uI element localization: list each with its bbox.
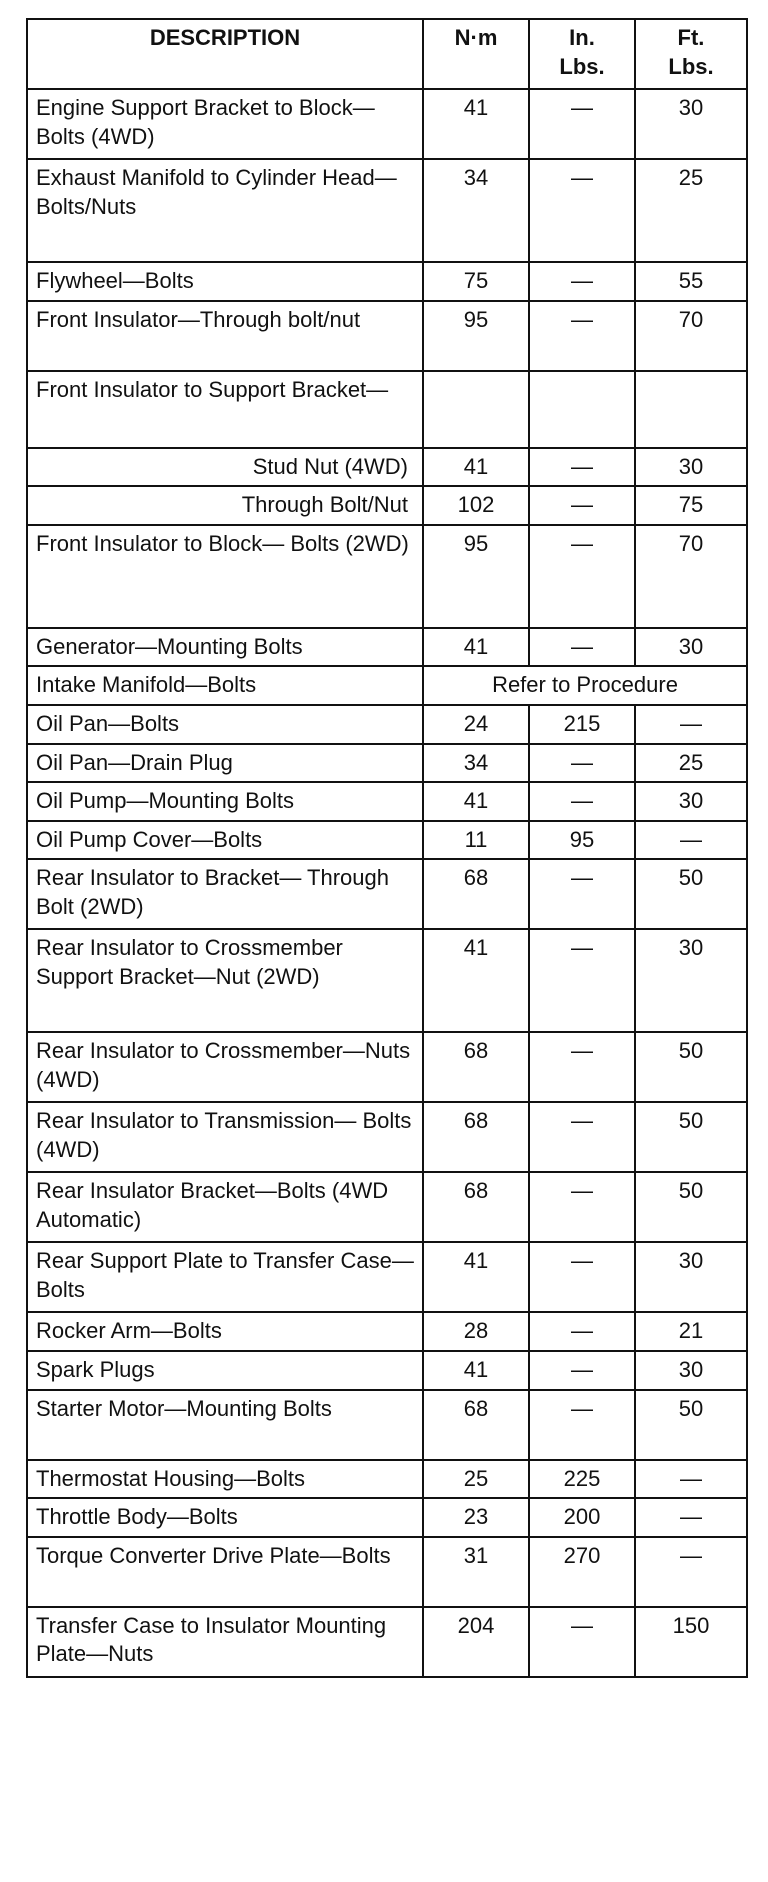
row-in-lbs-value: — [529, 1102, 635, 1172]
row-in-lbs-value: — [529, 89, 635, 159]
row-ft-lbs-value: 25 [635, 159, 747, 262]
header-ft-lbs [635, 19, 747, 89]
row-nm-value: 68 [423, 1102, 529, 1172]
row-description: Front Insulator—Through bolt/nut [27, 301, 423, 371]
row-description: Rear Insulator to Crossmember—Nuts (4WD) [27, 1032, 423, 1102]
row-ft-lbs-value: 50 [635, 1102, 747, 1172]
row-in-lbs-value: — [529, 486, 635, 525]
row-in-lbs-value: — [529, 159, 635, 262]
table-row [27, 1607, 747, 1677]
table-body [27, 89, 747, 1677]
row-description: Spark Plugs [27, 1351, 423, 1390]
row-nm-value: 11 [423, 821, 529, 860]
row-ft-lbs-value: 30 [635, 628, 747, 667]
row-nm-value: 41 [423, 1242, 529, 1312]
row-note: Refer to Procedure [423, 666, 747, 705]
table-row [27, 1351, 747, 1390]
row-nm-value [423, 371, 529, 448]
table-row [27, 1032, 747, 1102]
row-in-lbs-value: — [529, 301, 635, 371]
row-nm-value: 34 [423, 159, 529, 262]
table-row [27, 262, 747, 301]
row-ft-lbs-value: — [635, 821, 747, 860]
row-nm-value: 68 [423, 859, 529, 929]
table-row [27, 1242, 747, 1312]
row-nm-value: 102 [423, 486, 529, 525]
table-row [27, 486, 747, 525]
table-row [27, 1390, 747, 1460]
header-ft-lbs-line2: Lbs. [668, 53, 714, 79]
row-in-lbs-value: — [529, 1242, 635, 1312]
row-in-lbs-value: — [529, 744, 635, 783]
row-nm-value: 41 [423, 782, 529, 821]
row-ft-lbs-value: 30 [635, 89, 747, 159]
row-in-lbs-value: — [529, 1607, 635, 1677]
table-row [27, 929, 747, 1032]
header-in-lbs [529, 19, 635, 89]
table-row [27, 1172, 747, 1242]
row-ft-lbs-value: 50 [635, 1172, 747, 1242]
row-ft-lbs-value: 55 [635, 262, 747, 301]
table-row [27, 705, 747, 744]
row-in-lbs-value: 270 [529, 1537, 635, 1607]
row-ft-lbs-value: 21 [635, 1312, 747, 1351]
row-description: Rear Insulator to Transmission— Bolts (4WD) [27, 1102, 423, 1172]
row-in-lbs-value: — [529, 262, 635, 301]
row-nm-value: 75 [423, 262, 529, 301]
header-ft-lbs-line1: Ft. [677, 25, 705, 50]
row-description: Oil Pump—Mounting Bolts [27, 782, 423, 821]
row-in-lbs-value: — [529, 525, 635, 628]
row-ft-lbs-value: 30 [635, 448, 747, 487]
table-row [27, 1312, 747, 1351]
row-nm-value: 68 [423, 1390, 529, 1460]
table-row [27, 666, 747, 705]
row-ft-lbs-value: 50 [635, 859, 747, 929]
row-in-lbs-value: — [529, 628, 635, 667]
row-nm-value: 28 [423, 1312, 529, 1351]
row-ft-lbs-value: 30 [635, 1242, 747, 1312]
table-row [27, 1537, 747, 1607]
table-row [27, 744, 747, 783]
row-in-lbs-value: 225 [529, 1460, 635, 1499]
table-row [27, 1102, 747, 1172]
row-description: Front Insulator to Block— Bolts (2WD) [27, 525, 423, 628]
table-row [27, 301, 747, 371]
header-in-lbs-line1: In. [569, 25, 595, 50]
row-description: Generator—Mounting Bolts [27, 628, 423, 667]
row-nm-value: 68 [423, 1172, 529, 1242]
row-nm-value: 68 [423, 1032, 529, 1102]
row-ft-lbs-value: 75 [635, 486, 747, 525]
row-nm-value: 24 [423, 705, 529, 744]
row-description: Rear Insulator Bracket—Bolts (4WD Automatic) [27, 1172, 423, 1242]
row-description: Exhaust Manifold to Cylinder Head—Bolts/Nuts [27, 159, 423, 262]
torque-spec-table [26, 18, 748, 1678]
row-ft-lbs-value: 70 [635, 525, 747, 628]
header-description: DESCRIPTION [27, 19, 423, 89]
table-row [27, 821, 747, 860]
row-description: Flywheel—Bolts [27, 262, 423, 301]
row-in-lbs-value: — [529, 1172, 635, 1242]
row-ft-lbs-value: — [635, 1460, 747, 1499]
row-ft-lbs-value [635, 371, 747, 448]
row-description: Front Insulator to Support Bracket— [27, 371, 423, 448]
table-row [27, 1498, 747, 1537]
row-ft-lbs-value: 25 [635, 744, 747, 783]
row-description: Rear Insulator to Bracket— Through Bolt (2WD) [27, 859, 423, 929]
row-nm-value: 41 [423, 448, 529, 487]
row-ft-lbs-value: 30 [635, 782, 747, 821]
row-in-lbs-value: 200 [529, 1498, 635, 1537]
row-description: Throttle Body—Bolts [27, 1498, 423, 1537]
row-nm-value: 95 [423, 525, 529, 628]
row-in-lbs-value: — [529, 929, 635, 1032]
row-in-lbs-value: 95 [529, 821, 635, 860]
header-row [27, 19, 747, 89]
row-ft-lbs-value: — [635, 1537, 747, 1607]
row-description: Torque Converter Drive Plate—Bolts [27, 1537, 423, 1607]
row-ft-lbs-value: 30 [635, 929, 747, 1032]
row-ft-lbs-value: — [635, 705, 747, 744]
table-row [27, 448, 747, 487]
table-row [27, 859, 747, 929]
row-description: Stud Nut (4WD) [27, 448, 423, 487]
row-ft-lbs-value: — [635, 1498, 747, 1537]
table-row [27, 782, 747, 821]
row-nm-value: 41 [423, 89, 529, 159]
row-ft-lbs-value: 70 [635, 301, 747, 371]
row-nm-value: 95 [423, 301, 529, 371]
row-description: Through Bolt/Nut [27, 486, 423, 525]
row-description: Engine Support Bracket to Block— Bolts (4WD) [27, 89, 423, 159]
row-nm-value: 41 [423, 929, 529, 1032]
row-in-lbs-value: — [529, 448, 635, 487]
row-description: Oil Pan—Bolts [27, 705, 423, 744]
row-nm-value: 204 [423, 1607, 529, 1677]
table-row [27, 89, 747, 159]
row-nm-value: 25 [423, 1460, 529, 1499]
row-ft-lbs-value: 150 [635, 1607, 747, 1677]
row-in-lbs-value: — [529, 1312, 635, 1351]
row-in-lbs-value: — [529, 1351, 635, 1390]
row-nm-value: 41 [423, 628, 529, 667]
row-description: Intake Manifold—Bolts [27, 666, 423, 705]
row-description: Oil Pan—Drain Plug [27, 744, 423, 783]
row-description: Rear Support Plate to Transfer Case—Bolts [27, 1242, 423, 1312]
header-in-lbs-line2: Lbs. [559, 53, 605, 79]
table-row [27, 628, 747, 667]
table-row [27, 159, 747, 262]
row-description: Thermostat Housing—Bolts [27, 1460, 423, 1499]
row-in-lbs-value: — [529, 1032, 635, 1102]
row-description: Transfer Case to Insulator Mounting Plate—Nuts [27, 1607, 423, 1677]
row-description: Rocker Arm—Bolts [27, 1312, 423, 1351]
row-description: Oil Pump Cover—Bolts [27, 821, 423, 860]
row-ft-lbs-value: 50 [635, 1032, 747, 1102]
row-nm-value: 31 [423, 1537, 529, 1607]
table-row [27, 371, 747, 448]
row-nm-value: 23 [423, 1498, 529, 1537]
header-nm: N·m [423, 19, 529, 89]
row-ft-lbs-value: 30 [635, 1351, 747, 1390]
row-nm-value: 34 [423, 744, 529, 783]
table-row [27, 525, 747, 628]
row-description: Starter Motor—Mounting Bolts [27, 1390, 423, 1460]
row-in-lbs-value: — [529, 859, 635, 929]
row-nm-value: 41 [423, 1351, 529, 1390]
row-description: Rear Insulator to Crossmember Support Bracket—Nut (2WD) [27, 929, 423, 1032]
row-in-lbs-value: 215 [529, 705, 635, 744]
row-in-lbs-value: — [529, 782, 635, 821]
table-row [27, 1460, 747, 1499]
row-ft-lbs-value: 50 [635, 1390, 747, 1460]
row-in-lbs-value: — [529, 1390, 635, 1460]
row-in-lbs-value [529, 371, 635, 448]
